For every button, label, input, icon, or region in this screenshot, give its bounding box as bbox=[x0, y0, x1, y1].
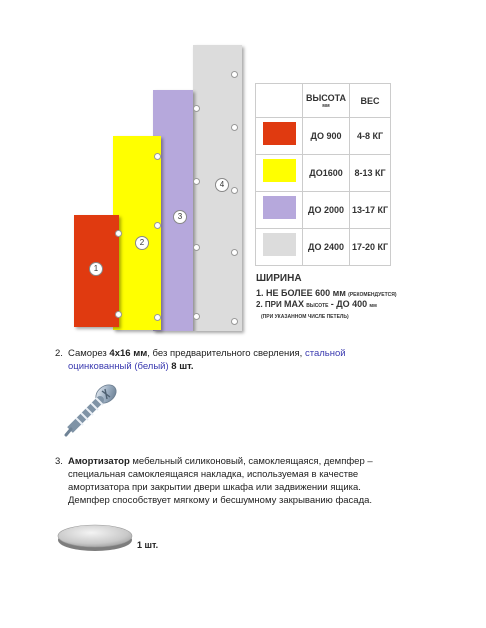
damper-image bbox=[54, 516, 136, 554]
panel-1-number: 1 bbox=[89, 262, 103, 276]
width-line-3: (ПРИ УКАЗАННОМ ЧИСЛЕ ПЕТЕЛЬ) bbox=[261, 314, 349, 320]
height-value: ДО 2000 bbox=[303, 192, 350, 229]
weight-header: ВЕС bbox=[350, 84, 391, 118]
weight-value: 13-17 КГ bbox=[350, 192, 391, 229]
height-value: ДО 2400 bbox=[303, 229, 350, 266]
hinge-hole bbox=[231, 249, 238, 256]
hinge-hole bbox=[115, 230, 122, 237]
hinge-hole bbox=[231, 187, 238, 194]
height-value: ДО1600 bbox=[303, 155, 350, 192]
weight-value: 8-13 КГ bbox=[350, 155, 391, 192]
height-value: ДО 900 bbox=[303, 118, 350, 155]
hinge-hole bbox=[231, 124, 238, 131]
hinge-hole bbox=[231, 318, 238, 325]
hinge-hole bbox=[154, 314, 161, 321]
color-swatch bbox=[256, 229, 303, 266]
panel-3-number: 3 bbox=[173, 210, 187, 224]
screw-image bbox=[60, 378, 122, 440]
hinge-hole bbox=[193, 178, 200, 185]
hinge-hole bbox=[154, 153, 161, 160]
spec-table bbox=[255, 83, 391, 266]
width-line-2: 2. ПРИ MAX ВЫСОТЕ - ДО 400 мм bbox=[256, 299, 377, 309]
color-swatch bbox=[256, 155, 303, 192]
hinge-hole bbox=[193, 105, 200, 112]
height-header: ВЫСОТА мм bbox=[303, 84, 350, 118]
weight-value: 17-20 КГ bbox=[350, 229, 391, 266]
hinge-hole bbox=[193, 313, 200, 320]
weight-value: 4-8 КГ bbox=[350, 118, 391, 155]
color-swatch bbox=[256, 118, 303, 155]
color-swatch bbox=[256, 192, 303, 229]
width-line-1: 1. НЕ БОЛЕЕ 600 мм (РЕКОМЕНДУЕТСЯ) bbox=[256, 288, 397, 298]
item-2-text: 2. Саморез 4х16 мм, без предварительного сверления, стальной оцинкованный (белый) 8 шт. bbox=[55, 348, 346, 372]
hinge-hole bbox=[115, 311, 122, 318]
damper-quantity: 1 шт. bbox=[137, 540, 159, 550]
width-title: ШИРИНА bbox=[256, 273, 302, 284]
hinge-hole bbox=[154, 222, 161, 229]
panel-4-number: 4 bbox=[215, 178, 229, 192]
panel-2-number: 2 bbox=[135, 236, 149, 250]
hinge-hole bbox=[231, 71, 238, 78]
item-3-text: 3. Амортизатор мебельный силиконовый, самоклеящаяся, демпфер – специальная самоклеящаяся накладка, используемая в качестве амортизатора при закрытии двери шкафа или задвижении ящика. Демпфер способствует мягкому и бесшумному закрыванию фасада. bbox=[55, 456, 373, 506]
hinge-hole bbox=[193, 244, 200, 251]
